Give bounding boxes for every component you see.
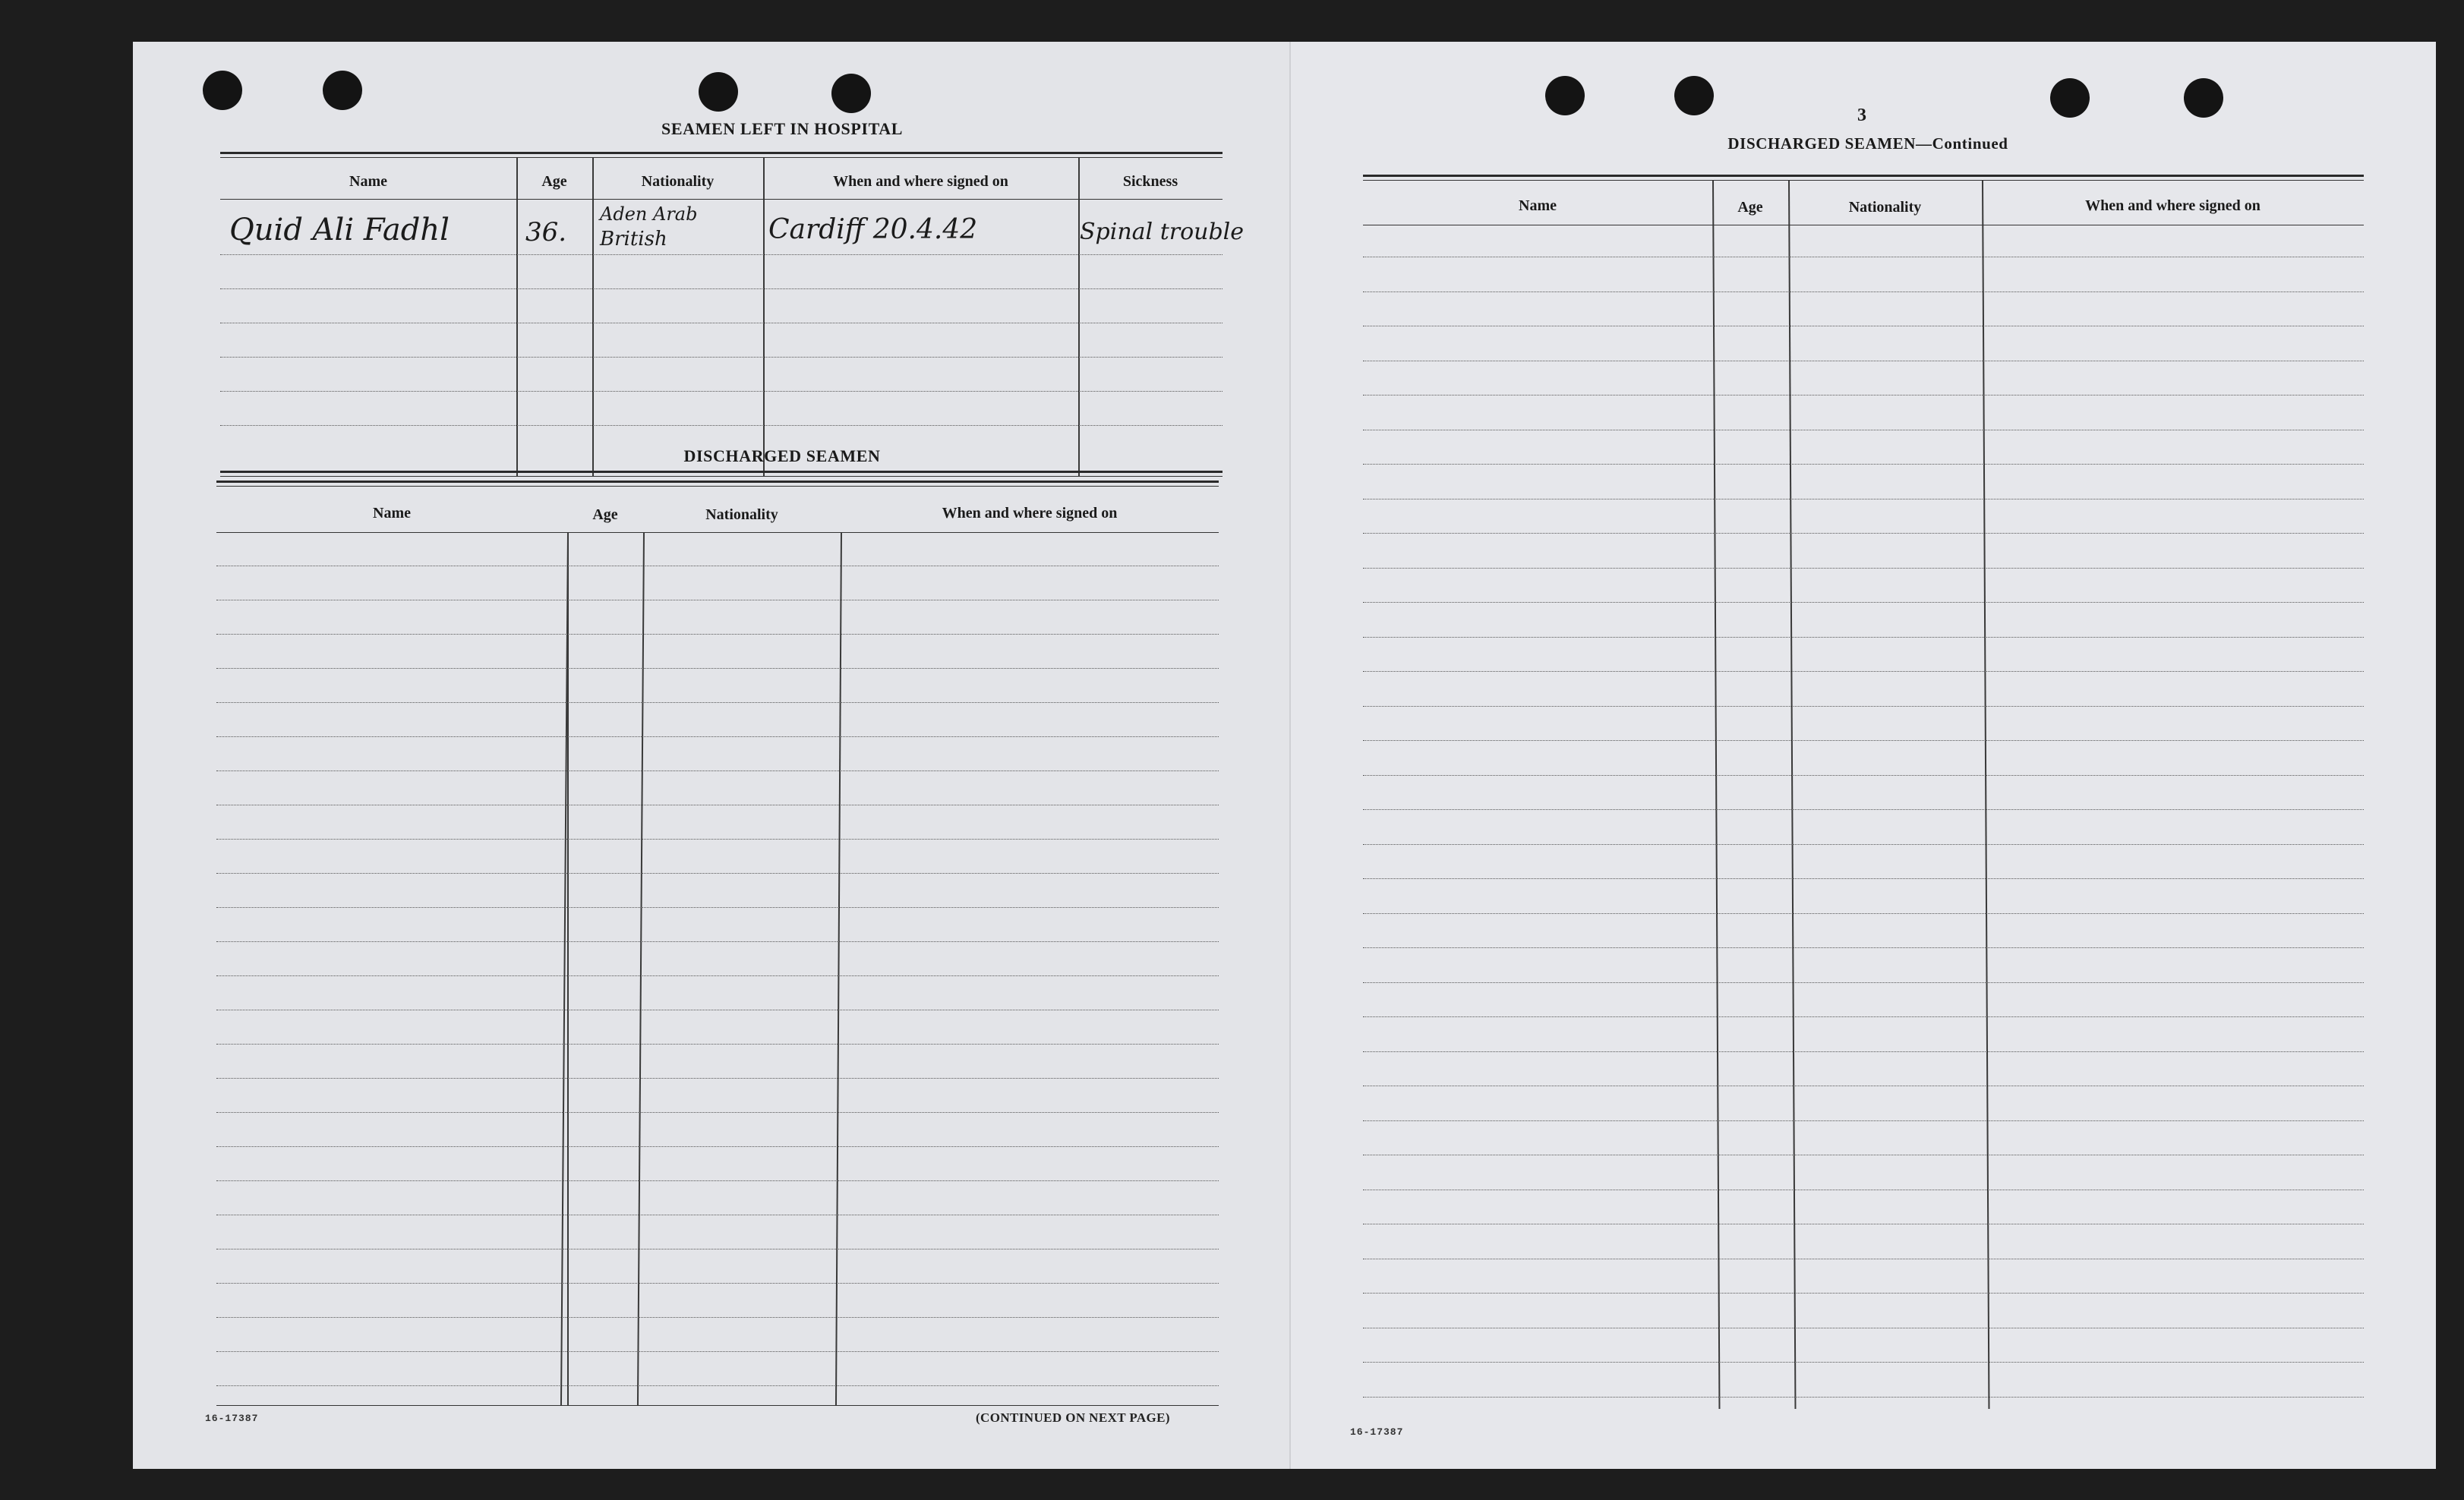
column-header-sickness: Sickness	[1122, 173, 1178, 190]
form-number: 16-17387	[1350, 1426, 1404, 1438]
ledger-rule	[1363, 1293, 2364, 1294]
binder-hole	[1674, 76, 1714, 115]
ledger-rule	[1363, 706, 2364, 707]
discharged-continued-title: DISCHARGED SEAMEN—Continued	[1727, 134, 2008, 153]
ledger-rule	[1363, 1397, 2364, 1398]
ledger-rule	[216, 907, 1219, 908]
ledger-rule	[1363, 291, 2364, 292]
ledger-rule	[216, 770, 1219, 771]
ledger-rule	[216, 873, 1219, 874]
ledger-rule	[216, 702, 1219, 703]
ledger-rule	[1363, 775, 2364, 776]
ledger-rule	[1363, 809, 2364, 810]
column-header-name: Name	[373, 505, 411, 522]
binder-hole	[831, 74, 871, 113]
ledger-rule	[1363, 982, 2364, 983]
column-header-age: Age	[592, 506, 618, 523]
binder-hole	[323, 71, 362, 110]
ledger-rule	[1363, 1051, 2364, 1052]
seaman-age: 36.	[525, 217, 567, 247]
binder-hole	[699, 72, 738, 112]
left-page	[133, 42, 1295, 1469]
column-header-name: Name	[349, 173, 387, 190]
ledger-rule	[1363, 671, 2364, 672]
ledger-rule	[1363, 464, 2364, 465]
seaman-signed-on: Cardiff 20.4.42	[768, 214, 978, 245]
discharged-continued-table	[1363, 175, 2364, 1389]
ledger-rule	[216, 975, 1219, 976]
ledger-rule	[216, 736, 1219, 737]
ledger-rule	[1363, 844, 2364, 845]
column-header-age: Age	[1737, 199, 1763, 216]
ledger-rule	[216, 668, 1219, 669]
discharged-section-title: DISCHARGED SEAMEN	[683, 446, 881, 465]
seaman-nationality-line1: Aden Arab	[600, 203, 698, 225]
column-header-nationality: Nationality	[705, 506, 778, 523]
ledger-rule	[216, 1146, 1219, 1147]
seaman-name: Quid Ali Fadhl	[229, 213, 450, 247]
binder-hole	[1545, 76, 1585, 115]
ledger-rule	[1363, 913, 2364, 914]
column-header-age: Age	[541, 173, 567, 190]
ledger-rule	[216, 1283, 1219, 1284]
column-header-signed-on: When and where signed on	[833, 173, 1008, 190]
page-number: 3	[1857, 106, 1866, 125]
hospital-table	[220, 152, 1245, 478]
ledger-rule	[1363, 878, 2364, 879]
column-header-signed-on: When and where signed on	[942, 505, 1118, 522]
ledger-rule	[1363, 947, 2364, 948]
ledger-rule	[216, 1112, 1219, 1113]
column-header-name: Name	[1519, 197, 1557, 214]
seaman-nationality-line2: British	[600, 228, 667, 251]
ledger-rule	[216, 1078, 1219, 1079]
column-header-signed-on: When and where signed on	[2085, 197, 2261, 214]
ledger-rule	[1363, 1362, 2364, 1363]
continued-note: (CONTINUED ON NEXT PAGE)	[976, 1410, 1170, 1425]
right-page	[1291, 42, 2436, 1469]
ledger-rule	[1363, 1016, 2364, 1017]
form-number: 16-17387	[205, 1413, 259, 1424]
ledger-rule	[216, 634, 1219, 635]
binder-hole	[2050, 78, 2090, 118]
ledger-rule	[216, 1351, 1219, 1352]
discharged-table	[216, 481, 1219, 1408]
binder-hole	[203, 71, 242, 110]
ledger-rule	[1363, 637, 2364, 638]
ledger-rule	[216, 1180, 1219, 1181]
ledger-rule	[216, 1385, 1219, 1386]
ledger-rule	[216, 839, 1219, 840]
column-header-nationality: Nationality	[1848, 199, 1922, 216]
ledger-rule	[216, 941, 1219, 942]
column-header-nationality: Nationality	[641, 173, 715, 190]
ledger-rule	[1363, 602, 2364, 603]
hospital-section-title: SEAMEN LEFT IN HOSPITAL	[661, 119, 903, 138]
seaman-sickness: Spinal trouble	[1080, 219, 1245, 245]
ledger-rule	[1363, 1120, 2364, 1121]
ledger-rule	[1363, 533, 2364, 534]
ledger-rule	[216, 1044, 1219, 1045]
ledger-rule	[216, 1317, 1219, 1318]
ledger-rule	[1363, 740, 2364, 741]
binder-hole	[2184, 78, 2223, 118]
ledger-rule	[1363, 568, 2364, 569]
